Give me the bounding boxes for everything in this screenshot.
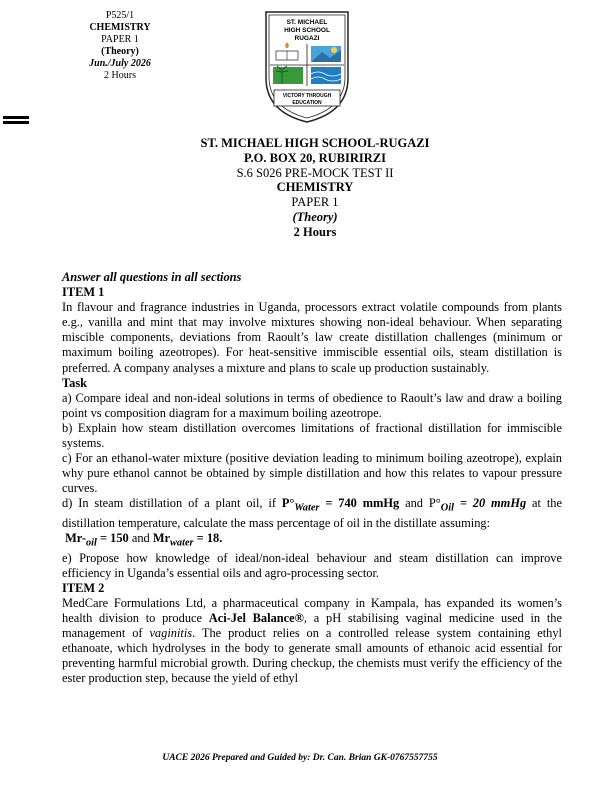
crest-text-1: ST. MICHAEL xyxy=(286,19,328,26)
instruction: Answer all questions in all sections xyxy=(62,270,242,284)
code-session: Jun./July 2026 xyxy=(89,58,151,69)
test-name: S.6 S026 PRE-MOCK TEST II xyxy=(236,165,394,180)
crest-text-3: RUGAZI xyxy=(294,35,320,42)
crest-motto-1: VICTORY THROUGH xyxy=(282,93,332,99)
item2-heading: ITEM 2 xyxy=(62,580,105,595)
school-name: ST. MICHAEL HIGH SCHOOL-RUGAZI xyxy=(200,136,430,150)
item1-text: In flavour and fragrance industries in Uganda, processors extract volatile compounds from plants e.g., vanilla and mint that may involve mixtures showing non-ideal behaviour. When separating miscible components, deviations from Raoult’s law create distillation challenges (minimum or maximum boiling azeotropes). For heat-sensitive immiscible essential oils, steam distillation is preferred. A company analyses a mixture and plans to scale up production sustainably. xyxy=(62,300,562,375)
task-d-masses: $Mr-_{oil} = 150$ and $Mr_{water} = 18$. xyxy=(65,531,223,549)
crest-text-2: HIGH SCHOOL xyxy=(284,27,330,34)
paper-code-block xyxy=(70,10,170,82)
item2-text: MedCare Formulations Ltd, a pharmaceutical company in Kampala, has expanded its women’s health division to produce Aci-Jel Balance®, a pH stabilising vaginal medicine used in the management of vaginitis. The product relies on a controlled release system containing ethyl ethanoate, which hydrolyses in the body to generate small amounts of ethanoic acid essential for preventing harmful microbial growth. During checkup, the chemists must verify the efficiency of the ester production step, because the yield of ethyl xyxy=(62,595,562,686)
task-c: c) For an ethanol-water mixture (positive deviation leading to minimum boiling azeotrope), explain why pure ethanol cannot be obtained by simple distillation and how this relates to vapour pressure curves. xyxy=(62,451,562,496)
paper-code: P525/1 xyxy=(105,10,135,21)
item1-heading: ITEM 1 xyxy=(62,285,105,300)
header-type: (Theory) xyxy=(292,209,338,224)
crest-motto-2: EDUCATION xyxy=(292,100,322,106)
task-e: e) Propose how knowledge of ideal/non-ideal behaviour and steam distillation can improve efficiency in Uganda’s essential oils and agro-processing sector. xyxy=(62,550,562,580)
code-duration: 2 Hours xyxy=(104,70,136,81)
margin-mark xyxy=(3,116,29,126)
school-crest-logo xyxy=(262,8,352,126)
school-address: P.O. BOX 20, RUBIRIRZI xyxy=(244,150,386,165)
header-subject: CHEMISTRY xyxy=(276,180,354,195)
task-d: d) In steam distillation of a plant oil, if $P^\circ_{Water} = 740$ mmHg and $P^\circ_{Oil} = 20$ mmHg at the distillation temperature, calculate the mass percentage of oil in the distillate assuming: xyxy=(62,496,563,530)
exam-body xyxy=(62,270,562,686)
page-footer: UACE 2026 Prepared and Guided by: Dr. Can. Brian GK-0767557755 xyxy=(162,753,438,763)
header-duration: 2 Hours xyxy=(293,224,337,239)
task-a: a) Compare ideal and non-ideal solutions in terms of obedience to Raoult’s law and draw a boiling point vs composition diagram for a maximum boiling azeotrope. xyxy=(62,390,562,420)
task-b: b) Explain how steam distillation overcomes limitations of fractional distillation for immiscible systems. xyxy=(62,420,562,451)
header-paper: PAPER 1 xyxy=(291,195,339,210)
code-paper: PAPER 1 xyxy=(101,34,139,45)
code-type: (Theory) xyxy=(101,46,139,57)
exam-header xyxy=(100,136,530,240)
code-subject: CHEMISTRY xyxy=(89,22,151,33)
task-heading: Task xyxy=(62,375,88,390)
